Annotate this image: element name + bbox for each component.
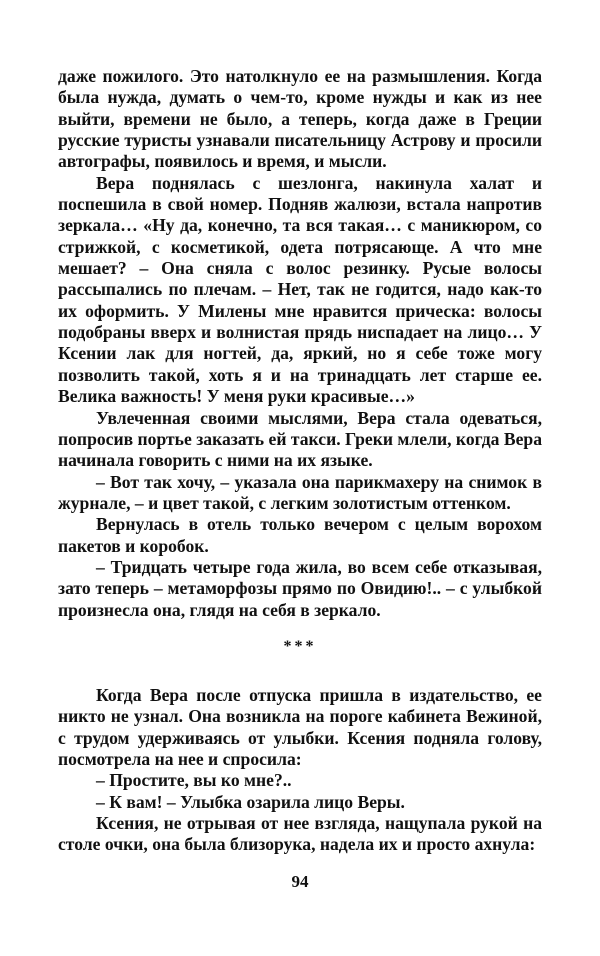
paragraph: Увлеченная своими мыслями, Вера стала одеваться, попросив портье заказать ей такси. Греки млели, когда Вера начинала говорить с ними на их языке.: [58, 407, 542, 471]
text-block-bottom: [58, 685, 542, 856]
paragraph: даже пожилого. Это натолкнуло ее на размышления. Когда была нужда, думать о чем-то, кроме нужды и как из нее выйти, времени не было, а теперь, когда даже в Греции русские туристы узнавали писательницу Астрову и просили автографы, появилось и время, и мысли.: [58, 66, 542, 172]
spacer: [58, 673, 542, 685]
page-number: 94: [291, 872, 309, 891]
text-block-top: [58, 66, 542, 621]
paragraph: – Простите, вы ко мне?..: [96, 770, 292, 791]
paragraph: Ксения, не отрывая от нее взгляда, нащупала рукой на столе очки, она была близорука, надела их и просто ахнула:: [58, 813, 542, 855]
book-page-text: [58, 66, 542, 856]
paragraph: – Тридцать четыре года жила, во всем себе отказывая, зато теперь – метаморфозы прямо по Овидию!.. – с улыбкой произнесла она, глядя на себя в зеркало.: [58, 556, 542, 620]
paragraph: Вернулась в отель только вечером с целым ворохом пакетов и коробок.: [58, 514, 542, 556]
paragraph: – К вам! – Улыбка озарила лицо Веры.: [96, 791, 405, 812]
paragraph: Вера поднялась с шезлонга, накинула халат и поспешила в свой номер. Подняв жалюзи, встала напротив зеркала… «Ну да, конечно, та вся такая… с маникюром, со стрижкой, с косметикой, одета потрясающе. А что мне мешает? – Она сняла с волос резинку. Русые волосы рассыпались по плечам. – Нет, так не годится, надо как-то их оформить. У Милены мне нравится прическа: волосы подобраны вверх и волнистая прядь ниспадает на лицо… У Ксении лак для ногтей, да, яркий, но я себе тоже могу позволить такой, хоть я и на тринадцать лет старше ее. Велика важность! У меня руки красивые…»: [58, 172, 542, 407]
section-separator: ***: [283, 637, 317, 655]
paragraph: – Вот так хочу, – указала она парикмахеру на снимок в журнале, – и цвет такой, с легким золотистым оттенком.: [58, 471, 542, 513]
paragraph: Когда Вера после отпуска пришла в издательство, ее никто не узнал. Она возникла на пороге кабинета Вежиной, с трудом удерживаясь от улыбки. Ксения подняла голову, посмотрела на нее и спросила:: [58, 684, 542, 769]
